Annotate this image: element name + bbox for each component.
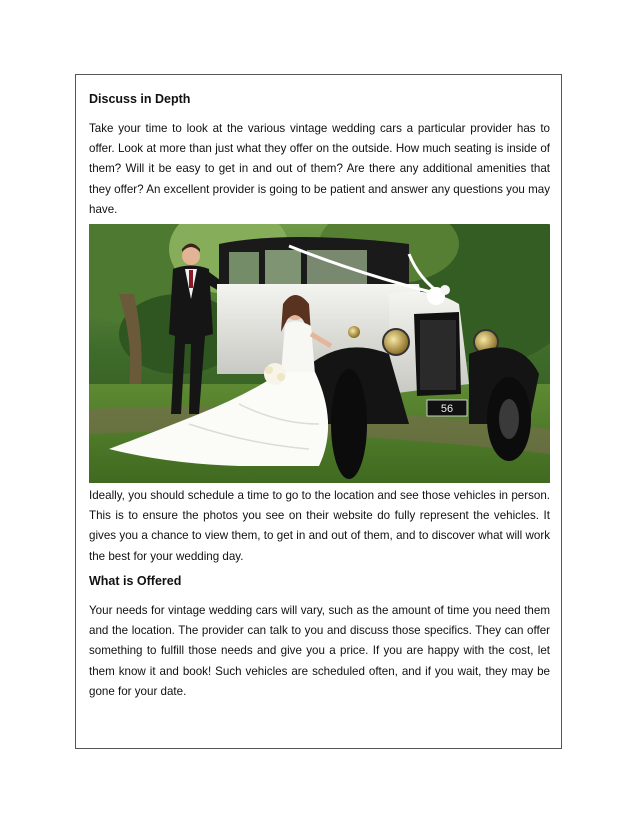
wedding-car-photo [89, 224, 550, 483]
license-plate-text: 56 [440, 403, 454, 415]
paragraph-schedule-visit: Ideally, you should schedule a time to go to the location and see those vehicles in person. This is to ensure the photos you see on their website do fully represent the vehicles. It gives you a chance to view them, to get in and out of them, and to discover what will work the best for your wedding day. [89, 489, 550, 563]
page-frame [75, 74, 562, 749]
paragraph-discuss: Take your time to look at the various vintage wedding cars a particular provider has to offer. Look at more than just what they offer on the outside. How much seating is inside of them? Will it be easy to get in and out of them? Are there any additional amenities that they offer? An excellent provider is going to be patient and answer any questions you may have. [89, 122, 550, 216]
heading-discuss-in-depth: Discuss in Depth [89, 92, 191, 106]
heading-what-is-offered: What is Offered [89, 574, 182, 588]
wedding-car-illustration [89, 224, 550, 483]
paragraph-what-is-offered: Your needs for vintage wedding cars will vary, such as the amount of time you need them and the location. The provider can talk to you and discuss those specifics. They can offer something to fulfill those needs and give you a price. If you are happy with the cost, let them know it and book! Such vehicles are scheduled often, and if you wait, they may be gone for your date. [89, 604, 550, 698]
